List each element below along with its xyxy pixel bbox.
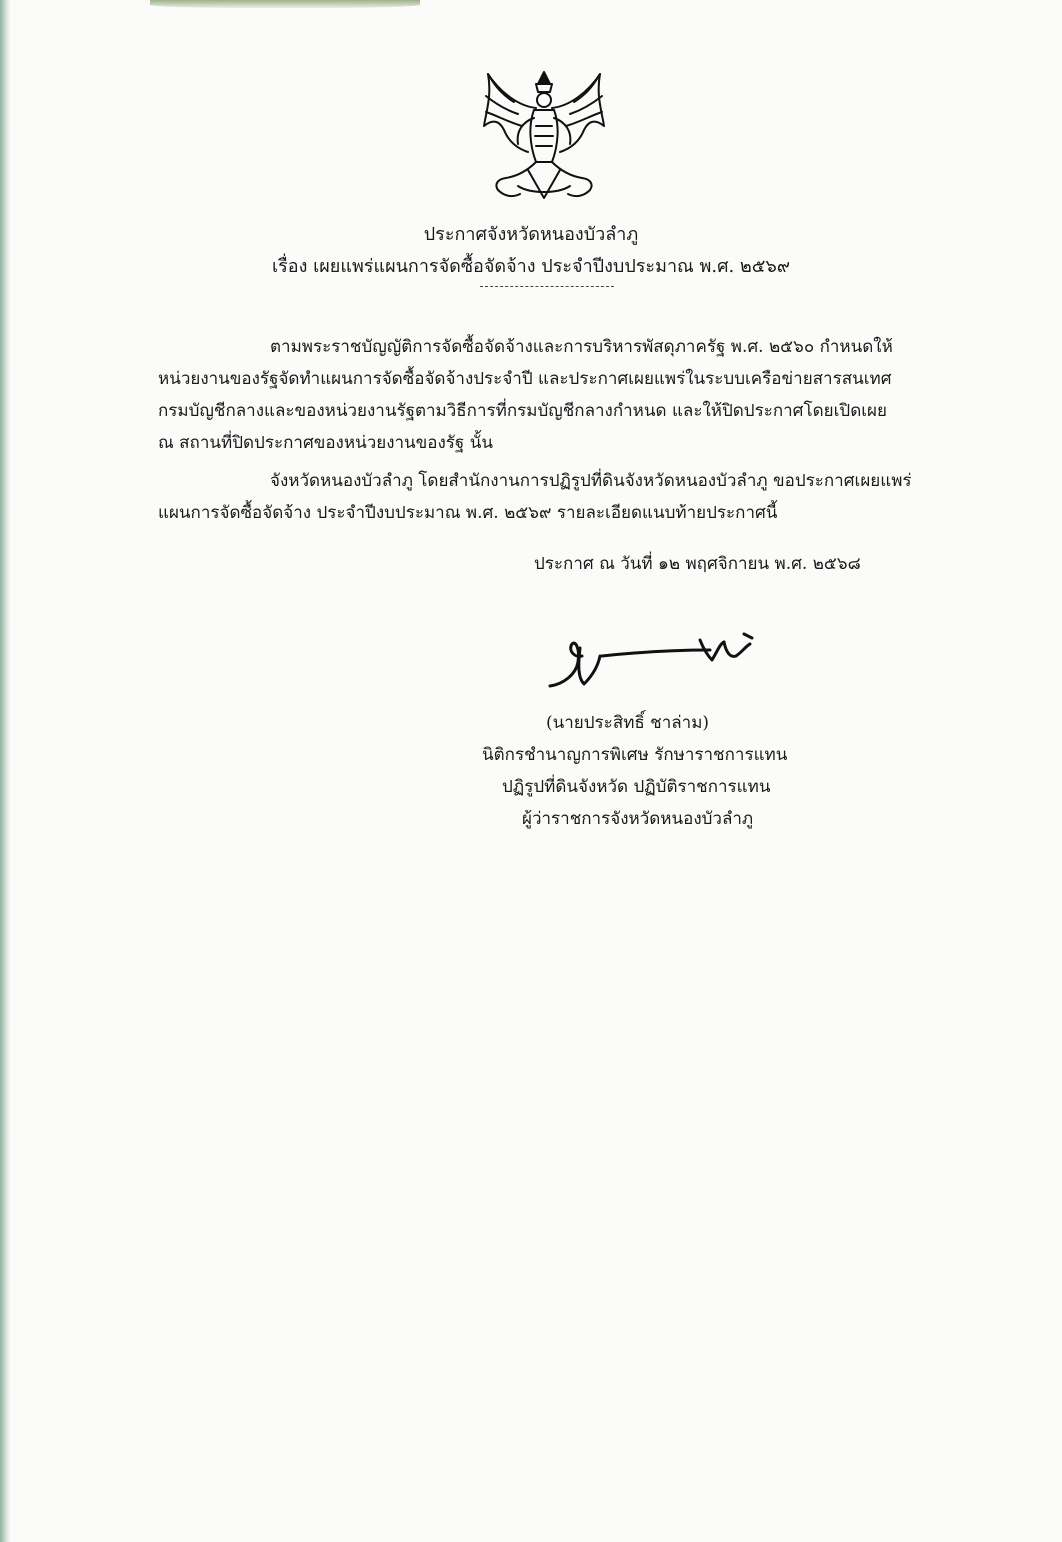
signer-position-1: นิติกรชำนาญการพิเศษ รักษาราชการแทน [482,745,788,765]
announcement-date: ประกาศ ณ วันที่ ๑๒ พฤศจิกายน พ.ศ. ๒๕๖๘ [534,554,861,574]
garuda-emblem-icon [478,66,610,206]
title-separator [480,286,614,287]
paragraph-2-line-1: จังหวัดหนองบัวลำภู โดยสำนักงานการปฏิรูปที่ดินจังหวัดหนองบัวลำภู ขอประกาศเผยแพร่ [270,471,912,491]
paragraph-1-line-1: ตามพระราชบัญญัติการจัดซื้อจัดจ้างและการบริหารพัสดุภาครัฐ พ.ศ. ๒๕๖๐ กำหนดให้ [270,337,893,357]
paragraph-2-line-2: แผนการจัดซื้อจัดจ้าง ประจำปีงบประมาณ พ.ศ. ๒๕๖๙ รายละเอียดแนบท้ายประกาศนี้ [158,503,778,523]
paragraph-1-line-3: กรมบัญชีกลางและของหน่วยงานรัฐตามวิธีการที่กรมบัญชีกลางกำหนด และให้ปิดประกาศโดยเปิดเผย [158,401,887,421]
signer-position-2: ปฏิรูปที่ดินจังหวัด ปฏิบัติราชการแทน [502,777,771,797]
paragraph-1-line-2: หน่วยงานของรัฐจัดทำแผนการจัดซื้อจัดจ้างประจำปี และประกาศเผยแพร่ในระบบเครือข่ายสารสนเทศ [158,369,892,389]
signer-name: (นายประสิทธิ์ ชาล่าม) [546,713,710,733]
scan-edge-top [150,0,420,8]
announcement-title: ประกาศจังหวัดหนองบัวลำภู [423,224,639,245]
signer-position-3: ผู้ว่าราชการจังหวัดหนองบัวลำภู [522,809,754,829]
announcement-subject: เรื่อง เผยแพร่แผนการจัดซื้อจัดจ้าง ประจำปีงบประมาณ พ.ศ. ๒๕๖๙ [271,256,791,277]
paragraph-1-line-4: ณ สถานที่ปิดประกาศของหน่วยงานของรัฐ นั้น [158,433,493,453]
handwritten-signature-icon [540,626,770,696]
